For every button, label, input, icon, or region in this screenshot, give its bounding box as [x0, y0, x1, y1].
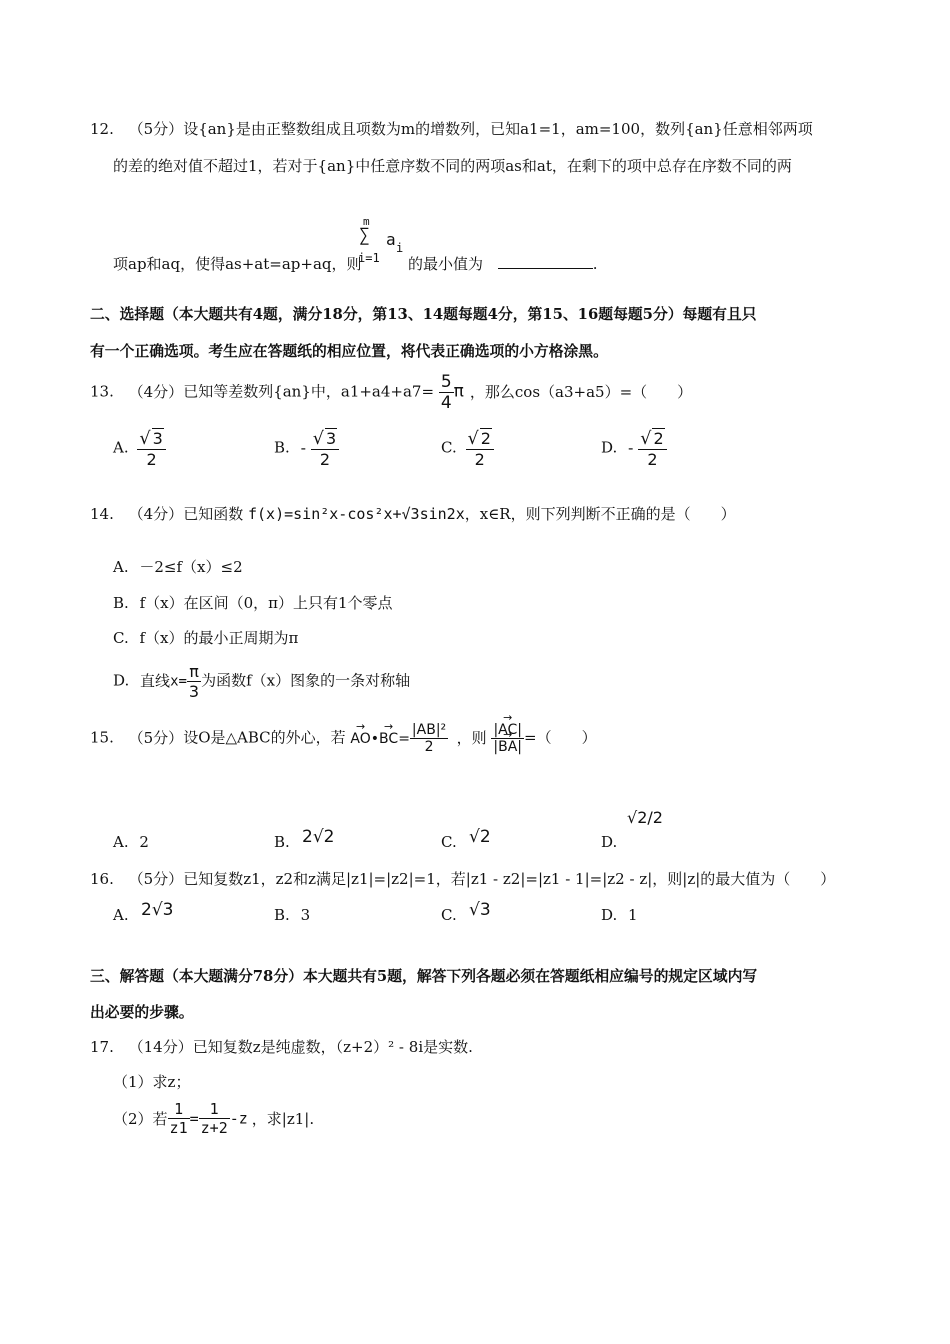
q16-stem — [90, 868, 835, 889]
dot-icon: • — [370, 730, 380, 747]
option-label: D. — [601, 438, 618, 457]
option-label: D. — [601, 906, 618, 924]
option-den: 2 — [146, 450, 157, 469]
q14-option-d[interactable] — [113, 662, 410, 701]
option-num: π — [187, 662, 201, 682]
option-sign: - — [628, 438, 634, 457]
sum-sign-icon: ∑ — [359, 225, 370, 246]
q14-stem-b: ，x∈R，则下列判断不正确的是（ ） — [464, 505, 736, 523]
sqrt-icon: √ — [640, 429, 652, 449]
q13-fraction — [439, 372, 454, 413]
option-text: √2/2 — [627, 808, 663, 827]
option-text: 1 — [628, 906, 638, 924]
option-x-eq: x= — [170, 673, 187, 690]
option-text: √2 — [469, 827, 491, 847]
q13-pi: π — [453, 381, 464, 402]
option-text: 2 — [139, 833, 149, 851]
lhs-num: 1 — [168, 1100, 190, 1119]
rhs-num: 1 — [199, 1100, 230, 1119]
q16-stem-text: 已知复数z1，z2和z满足|z1|=|z2|=1，若|z1 - z2|=|z1 - 1|=|z2 - z|，则|z|的最大值为（ ） — [183, 870, 836, 888]
radicand: 2 — [480, 429, 491, 448]
q12-line1 — [90, 118, 813, 139]
option-text: f（x）在区间（0，π）上只有1个零点 — [139, 594, 393, 612]
q12-text-line1: 设{an}是由正整数组成且项数为m的增数列，已知a1=1，am=100，数列{an}任意相邻两项 — [183, 120, 813, 138]
q17-number: 17. — [90, 1038, 114, 1056]
q13-option-d[interactable] — [601, 428, 667, 469]
q17-stem — [90, 1036, 473, 1057]
q14-number: 14. — [90, 505, 114, 523]
q16-option-d[interactable] — [601, 906, 638, 924]
sum-expression — [358, 215, 408, 267]
lhs-den: z1 — [169, 1119, 188, 1137]
option-sign: - — [300, 438, 306, 457]
rhs-den: z+2 — [200, 1119, 228, 1137]
q12-number: 12. — [90, 120, 114, 138]
option-label: C. — [441, 438, 457, 457]
q13-stem-a: 已知等差数列{an}中，a1+a4+a7= — [183, 382, 435, 401]
option-label: B. — [274, 438, 290, 457]
q16-option-b[interactable] — [274, 906, 310, 924]
q15-number: 15. — [90, 728, 114, 747]
option-text: －2≤f（x）≤2 — [139, 558, 243, 576]
section2-line2: 有一个正确选项。考生应在答题纸的相应位置，将代表正确选项的小方格涂黑。 — [90, 343, 608, 360]
q14-stem — [90, 503, 736, 524]
sum-upper-limit: m — [363, 215, 370, 228]
sum-term-index: i — [396, 241, 404, 255]
q16-number: 16. — [90, 870, 114, 888]
option-text: 3 — [300, 906, 311, 924]
sqrt-icon: √ — [139, 429, 151, 449]
option-fraction — [187, 662, 201, 701]
q14-option-a[interactable] — [113, 556, 243, 577]
sum-term: a — [386, 230, 396, 249]
option-label: A. — [113, 833, 129, 851]
q15-stem-a: 设O是△ABC的外心，若 — [183, 728, 346, 747]
vector-ao: → AO — [350, 731, 370, 747]
q12-end-mark: . — [592, 255, 598, 273]
q13-option-b[interactable] — [274, 428, 339, 469]
answer-blank[interactable] — [498, 268, 593, 269]
q17-part2-a: （2）若 — [113, 1110, 168, 1128]
option-label: A. — [113, 558, 129, 576]
option-label: C. — [441, 833, 457, 851]
section2-line1: 二、选择题（本大题共有4题，满分18分，第13、14题每题4分，第15、16题每题5分）每题有且只 — [90, 306, 757, 323]
sqrt-icon: √ — [467, 429, 479, 449]
q15-score: （5分） — [128, 728, 184, 747]
q15-option-a[interactable] — [113, 833, 149, 851]
option-fraction — [311, 428, 339, 469]
option-text-a: 直线 — [140, 671, 171, 690]
q15-ratio — [491, 722, 524, 755]
option-text: f（x）的最小正周期为π — [139, 629, 299, 647]
option-label: A. — [113, 906, 129, 924]
option-fraction — [137, 428, 165, 469]
section3-line1: 三、解答题（本大题满分78分）本大题共有5题，解答下列各题必须在答题纸相应编号的规定区域内写 — [90, 968, 758, 985]
q13-frac-den: 4 — [440, 393, 452, 413]
option-den: 2 — [647, 450, 658, 469]
q17-stem-text: 已知复数z是纯虚数，（z+2）² - 8i是实数. — [192, 1038, 473, 1056]
q14-option-b[interactable] — [113, 592, 393, 613]
section3-line2: 出必要的步骤。 — [90, 1004, 194, 1021]
q15-stem — [90, 722, 597, 755]
option-text-b: 为函数f（x）图象的一条对称轴 — [201, 671, 411, 690]
option-label: D. — [601, 833, 618, 851]
q14-stem-a: 已知函数 — [183, 505, 244, 523]
q12-score: （5分） — [128, 120, 184, 138]
q12-line2: 的差的绝对值不超过1，若对于{an}中任意序数不同的两项as和at，在剩下的项中总存在序数不同的两 — [113, 157, 792, 175]
q15-ratio-den: → |BA| — [491, 739, 524, 755]
option-label: B. — [274, 906, 290, 924]
q15-fraction — [410, 722, 448, 755]
q15-frac-den: 2 — [424, 739, 434, 755]
q15-stem-c: =（ ） — [524, 728, 597, 747]
option-label: B. — [274, 833, 290, 851]
option-label: A. — [113, 438, 129, 457]
option-den: 2 — [319, 450, 331, 469]
q15-ratio-num: → |AC| — [491, 722, 524, 739]
q17-score: （14分） — [128, 1038, 193, 1056]
option-label: C. — [441, 906, 457, 924]
q14-option-c[interactable] — [113, 627, 298, 648]
option-fraction — [466, 428, 494, 469]
q12-text-line3a: 项ap和aq，使得as+at=ap+aq，则 — [113, 255, 362, 273]
q14-score: （4分） — [128, 505, 184, 523]
q15-dot-product — [350, 722, 452, 755]
q17-part2 — [113, 1100, 314, 1137]
vector-bc: → BC — [379, 731, 398, 747]
radicand: 3 — [326, 429, 337, 448]
equals-sign: = — [189, 1109, 199, 1128]
q13-option-a[interactable] — [113, 428, 166, 469]
q13-stem — [90, 372, 692, 413]
option-den: 2 — [474, 450, 485, 469]
option-label: B. — [113, 594, 129, 612]
q13-frac-num: 5 — [440, 372, 452, 392]
option-label: C. — [113, 629, 129, 647]
radicand: 3 — [152, 429, 163, 448]
q14-formula: f(x)=sin²x-cos²x+√3sin2x — [247, 505, 465, 523]
q13-number: 13. — [90, 382, 114, 401]
option-label: D. — [113, 671, 130, 690]
option-text: 2√2 — [302, 827, 335, 847]
rhs-tail: -z — [229, 1109, 248, 1128]
sqrt-icon: √ — [312, 429, 324, 449]
q13-option-c[interactable] — [441, 428, 494, 469]
q15-stem-b: ，则 — [456, 728, 487, 747]
q12-line3-tail — [408, 253, 598, 274]
option-fraction — [638, 428, 666, 469]
option-text: 2√3 — [141, 900, 174, 920]
option-den: 3 — [188, 682, 200, 701]
q12-line3 — [113, 253, 362, 274]
q16-score: （5分） — [128, 870, 184, 888]
q15-frac-num: |AB|² — [411, 722, 447, 738]
radicand: 2 — [653, 429, 664, 448]
q13-score: （4分） — [128, 382, 184, 401]
option-text: √3 — [469, 900, 491, 920]
q13-stem-b: ，那么cos（a3+a5）=（ ） — [469, 382, 693, 401]
sum-lower-limit: i=1 — [358, 251, 380, 265]
q12-text-line3b: 的最小值为 — [408, 255, 484, 273]
q17-part2-b: ，求|z1|. — [251, 1110, 315, 1128]
q17-part1: （1）求z； — [113, 1073, 191, 1091]
equals: = — [398, 730, 410, 747]
rhs-fraction — [199, 1100, 230, 1137]
lhs-fraction — [168, 1100, 190, 1137]
